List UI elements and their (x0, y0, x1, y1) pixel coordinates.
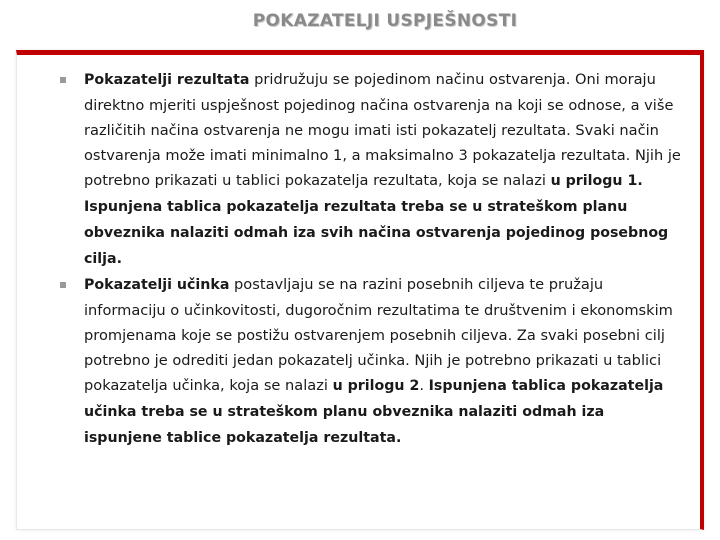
bullet-item-impact-indicators (17, 272, 700, 451)
content-box (16, 50, 704, 530)
annex-reference-2: u prilogu 2 (332, 378, 420, 394)
separator: . (637, 173, 643, 189)
bullet-list (17, 67, 700, 451)
square-bullet-icon (60, 282, 66, 288)
separator: . (419, 377, 429, 394)
term-result-indicators: Pokazatelji rezultata (84, 72, 250, 88)
slide-title: POKAZATELJI USPJEŠNOSTI (252, 11, 518, 31)
emphasis-result-indicators: Ispunjena tablica pokazatelja rezultata treba se u strateškom planu obveznika nalaziti odmah iza svih načina ostvarenja pojedinog posebnog cilja. (84, 199, 669, 267)
description-result-indicators: pridružuju se pojedinom načinu ostvarenja. Oni moraju direktno mjeriti uspješnost pojedinog načina ostvarenja na koji se odnose, a više različitih načina ostvarenja ne mogu imati isti pokazatelj rezultata. Svaki način ostvarenja može imati minimalno 1, a maksimalno 3 pokazatelja rezultata. Njih je potrebno prikazati u tablici pokazatelja rezultata, koja se nalazi (84, 71, 681, 189)
description-impact-indicators: postavljaju se na razini posebnih ciljeva te pružaju informaciju o učinkovitosti, dugoročnim rezultatima te društvenim i ekonomskim promjenama koje se postižu ostvarenjem posebnih ciljeva. Za svaki posebni cilj potrebno je odrediti jedan pokazatelj učinka. Njih je potrebno prikazati u tablici pokazatelja učinka, koja se nalazi (84, 276, 673, 394)
square-bullet-icon (60, 77, 66, 83)
term-impact-indicators: Pokazatelji učinka (84, 277, 230, 293)
emphasis-impact-indicators: Ispunjena tablica pokazatelja učinka treba se u strateškom planu obveznika nalaziti odmah iza ispunjene tablice pokazatelja rezultata. (84, 378, 664, 446)
annex-reference-1: u prilogu 1 (550, 173, 638, 189)
bullet-item-result-indicators (17, 67, 700, 272)
